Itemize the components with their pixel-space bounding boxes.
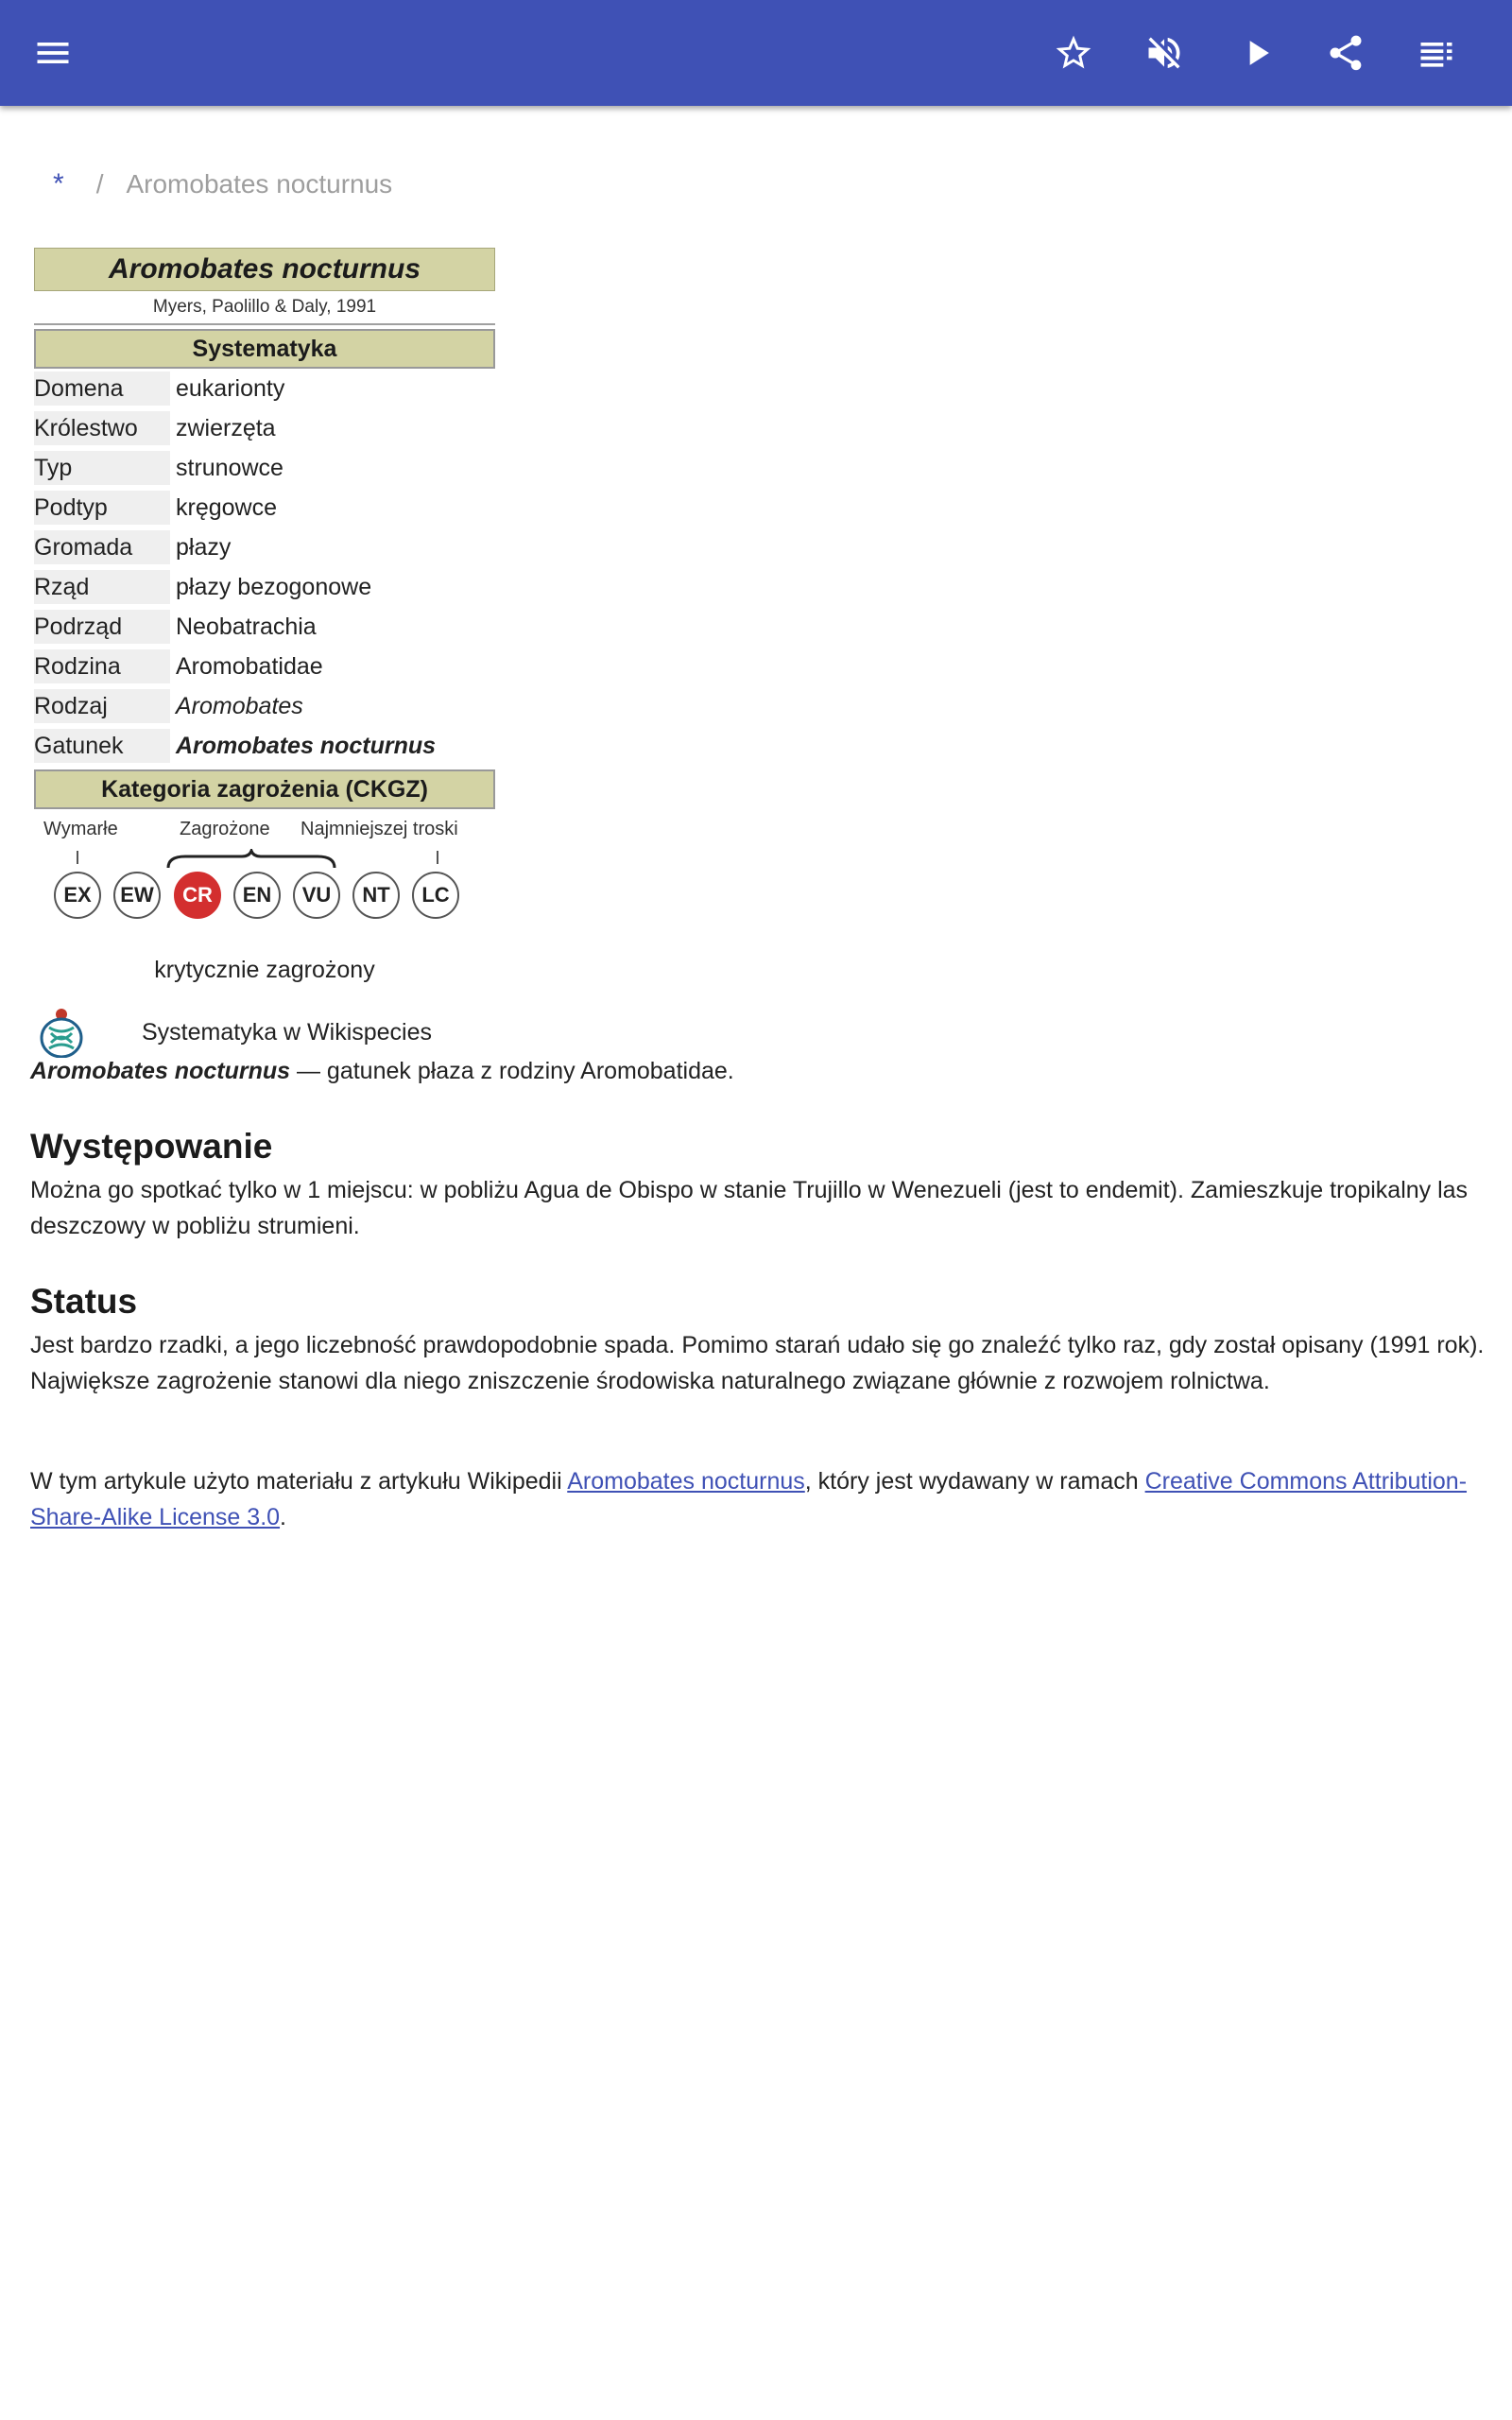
- menu-button[interactable]: [23, 23, 83, 83]
- category-cr[interactable]: CR: [174, 872, 221, 919]
- scale-tick-extinct: [77, 851, 78, 864]
- taxon-value[interactable]: zwierzęta: [176, 414, 276, 441]
- taxon-value[interactable]: Aromobatidae: [176, 652, 323, 680]
- license-link[interactable]: Creative Commons Attribution-Share-Alike License 3.0: [30, 1468, 1468, 1530]
- taxon-rank: Domena: [34, 372, 170, 406]
- lead-species-name: Aromobates nocturnus: [30, 1058, 291, 1084]
- category-en[interactable]: EN: [233, 872, 281, 919]
- conservation-status-text: krytycznie zagrożony: [154, 957, 375, 983]
- taxon-rank: Rodzina: [34, 649, 170, 683]
- license-footer: [30, 1463, 1486, 1535]
- taxon-rank: Gatunek: [34, 729, 170, 763]
- taxon-value[interactable]: strunowce: [176, 454, 284, 481]
- taxon-value[interactable]: kręgowce: [176, 493, 277, 521]
- wikispecies-logo-icon: [38, 1007, 85, 1058]
- scale-label-extinct: Wymarłe: [43, 819, 118, 839]
- footer-suffix: .: [280, 1504, 286, 1530]
- taxon-row: [34, 567, 495, 607]
- taxobox: [34, 248, 495, 1058]
- footer-middle: , który jest wydawany w ramach: [804, 1468, 1145, 1495]
- breadcrumb: [53, 168, 392, 200]
- taxobox-title: Aromobates nocturnus: [34, 248, 495, 291]
- section-text: Można go spotkać tylko w 1 miejscu: w pobliżu Agua de Obispo w stanie Trujillo w Wenezueli (jest to endemit). Zamieszkuje tropikalny las deszczowy w pobliżu strumieni.: [30, 1177, 1469, 1239]
- taxon-row: [34, 726, 495, 766]
- favorite-button[interactable]: [1043, 23, 1104, 83]
- taxobox-author: Myers, Paolillo & Daly, 1991: [34, 291, 495, 325]
- taxon-rank: Podrząd: [34, 610, 170, 644]
- lead-text: — gatunek płaza z rodziny Aromobatidae.: [290, 1058, 734, 1084]
- section-heading: Status: [30, 1282, 138, 1321]
- taxon-row: [34, 527, 495, 567]
- conservation-scale: [34, 809, 495, 953]
- wikispecies-link[interactable]: [38, 1007, 495, 1058]
- taxon-row: [34, 647, 495, 686]
- footer-prefix: W tym artykule użyto materiału z artykułu Wikipedii: [30, 1468, 568, 1495]
- taxon-rank: Królestwo: [34, 411, 170, 445]
- mute-button[interactable]: [1134, 23, 1194, 83]
- scale-tick-least-concern: [437, 851, 438, 864]
- share-icon: [1325, 32, 1366, 74]
- taxon-value: Aromobates nocturnus: [176, 732, 437, 759]
- taxon-row: [34, 686, 495, 726]
- breadcrumb-current: Aromobates nocturnus: [126, 169, 393, 199]
- section-heading: Występowanie: [30, 1127, 273, 1166]
- taxon-row: [34, 488, 495, 527]
- taxon-rank: Rodzaj: [34, 689, 170, 723]
- taxon-value[interactable]: płazy bezogonowe: [176, 573, 372, 600]
- taxon-row: [34, 408, 495, 448]
- taxon-rank: Typ: [34, 451, 170, 485]
- share-button[interactable]: [1315, 23, 1376, 83]
- systematics-header: Systematyka: [34, 329, 495, 369]
- article-body: [30, 1053, 1486, 1535]
- taxon-row: [34, 369, 495, 408]
- category-ex[interactable]: EX: [54, 872, 101, 919]
- contents-button[interactable]: [1406, 23, 1467, 83]
- app-bar: [0, 0, 1512, 106]
- taxon-row: [34, 448, 495, 488]
- menu-icon: [32, 32, 74, 74]
- taxon-value[interactable]: eukarionty: [176, 374, 285, 402]
- taxon-rank: Podtyp: [34, 491, 170, 525]
- taxon-rank: Gromada: [34, 530, 170, 564]
- play-icon: [1236, 32, 1278, 74]
- lead-paragraph: [30, 1053, 1486, 1089]
- taxon-value[interactable]: Aromobates: [176, 692, 303, 719]
- list-icon: [1416, 32, 1457, 74]
- taxon-row: [34, 607, 495, 647]
- category-nt[interactable]: NT: [352, 872, 400, 919]
- breadcrumb-separator: /: [95, 169, 104, 199]
- conservation-header: Kategoria zagrożenia (CKGZ): [34, 769, 495, 809]
- breadcrumb-root-link[interactable]: *: [53, 168, 64, 199]
- category-vu[interactable]: VU: [293, 872, 340, 919]
- section-text: Jest bardzo rzadki, a jego liczebność prawdopodobnie spada. Pomimo starań udało się go znaleźć tylko raz, gdy został opisany (1991 rok). Największe zagrożenie stanowi dla niego zniszczenie środowiska naturalnego związane głównie z rozwojem rolnictwa.: [30, 1332, 1485, 1394]
- category-lc[interactable]: LC: [412, 872, 459, 919]
- taxon-rank: Rząd: [34, 570, 170, 604]
- taxon-value[interactable]: Neobatrachia: [176, 613, 317, 640]
- scale-label-threatened: Zagrożone: [180, 819, 270, 839]
- category-ew[interactable]: EW: [113, 872, 161, 919]
- threatened-brace-icon: [166, 849, 336, 872]
- wikipedia-article-link[interactable]: Aromobates nocturnus: [567, 1468, 805, 1495]
- scale-label-least-concern: Najmniejszej troski: [301, 819, 458, 839]
- volume-off-icon: [1143, 32, 1185, 74]
- play-button[interactable]: [1227, 23, 1287, 83]
- taxon-value[interactable]: płazy: [176, 533, 232, 561]
- wikispecies-label: Systematyka w Wikispecies: [142, 1018, 433, 1046]
- star-outline-icon: [1053, 32, 1094, 74]
